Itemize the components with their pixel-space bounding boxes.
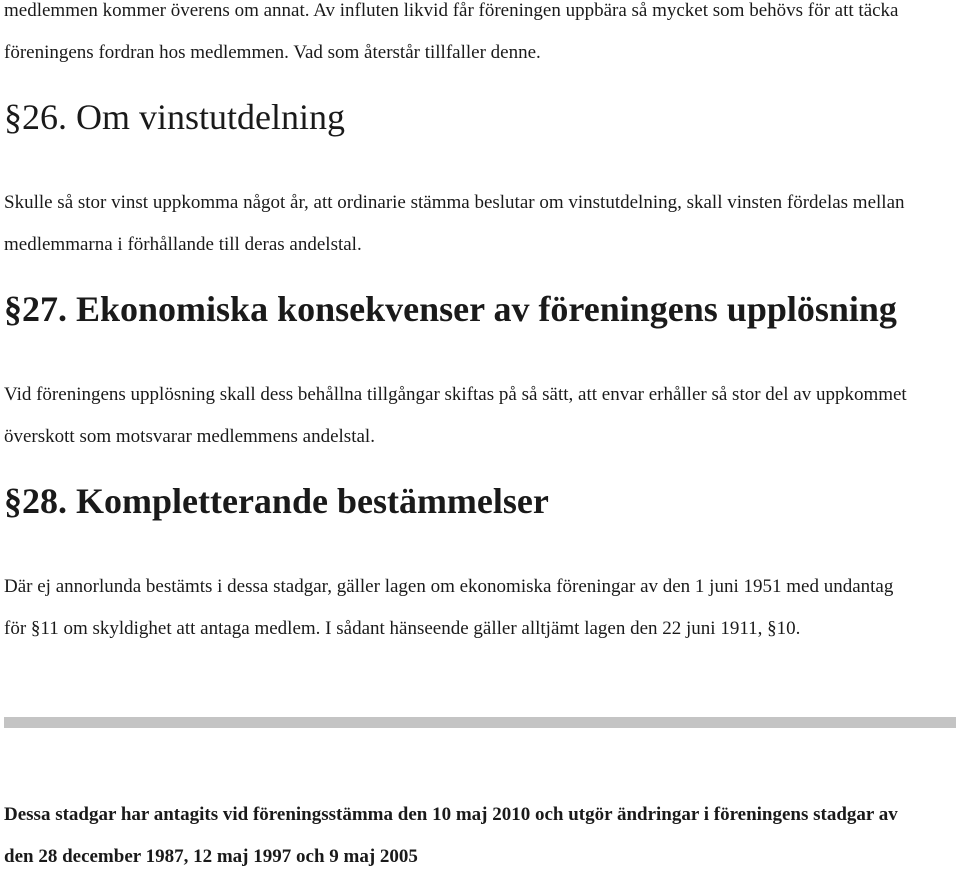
- section-26-line-1: Skulle så stor vinst uppkomma något år, att ordinarie stämma beslutar om vinstutdelning, skall vinsten fördelas mellan: [4, 192, 905, 213]
- section-27-heading: §27. Ekonomiska konsekvenser av föreningens upplösning: [4, 289, 897, 329]
- section-28-heading: §28. Kompletterande bestämmelser: [4, 481, 549, 521]
- section-28-line-1: Där ej annorlunda bestämts i dessa stadgar, gäller lagen om ekonomiska föreningar av den 1 juni 1951 med undantag: [4, 576, 894, 597]
- section-28-line-2: för §11 om skyldighet att antaga medlem. I sådant hänseende gäller alltjämt lagen den 22 juni 1911, §10.: [4, 618, 801, 639]
- intro-line-2: föreningens fordran hos medlemmen. Vad som återstår tillfaller denne.: [4, 42, 541, 63]
- intro-line-1: medlemmen kommer överens om annat. Av influten likvid får föreningen uppbära så mycket som behövs för att täcka: [4, 0, 899, 21]
- horizontal-rule: [4, 717, 956, 728]
- section-26-heading: §26. Om vinstutdelning: [4, 97, 345, 137]
- footer-line-2: den 28 december 1987, 12 maj 1997 och 9 maj 2005: [4, 846, 418, 867]
- footer-line-1: Dessa stadgar har antagits vid föreningsstämma den 10 maj 2010 och utgör ändringar i föreningens stadgar av: [4, 804, 898, 825]
- section-27-line-1: Vid föreningens upplösning skall dess behållna tillgångar skiftas på så sätt, att envar erhåller så stor del av uppkommet: [4, 384, 907, 405]
- section-27-line-2: överskott som motsvarar medlemmens andelstal.: [4, 426, 375, 447]
- section-26-line-2: medlemmarna i förhållande till deras andelstal.: [4, 234, 362, 255]
